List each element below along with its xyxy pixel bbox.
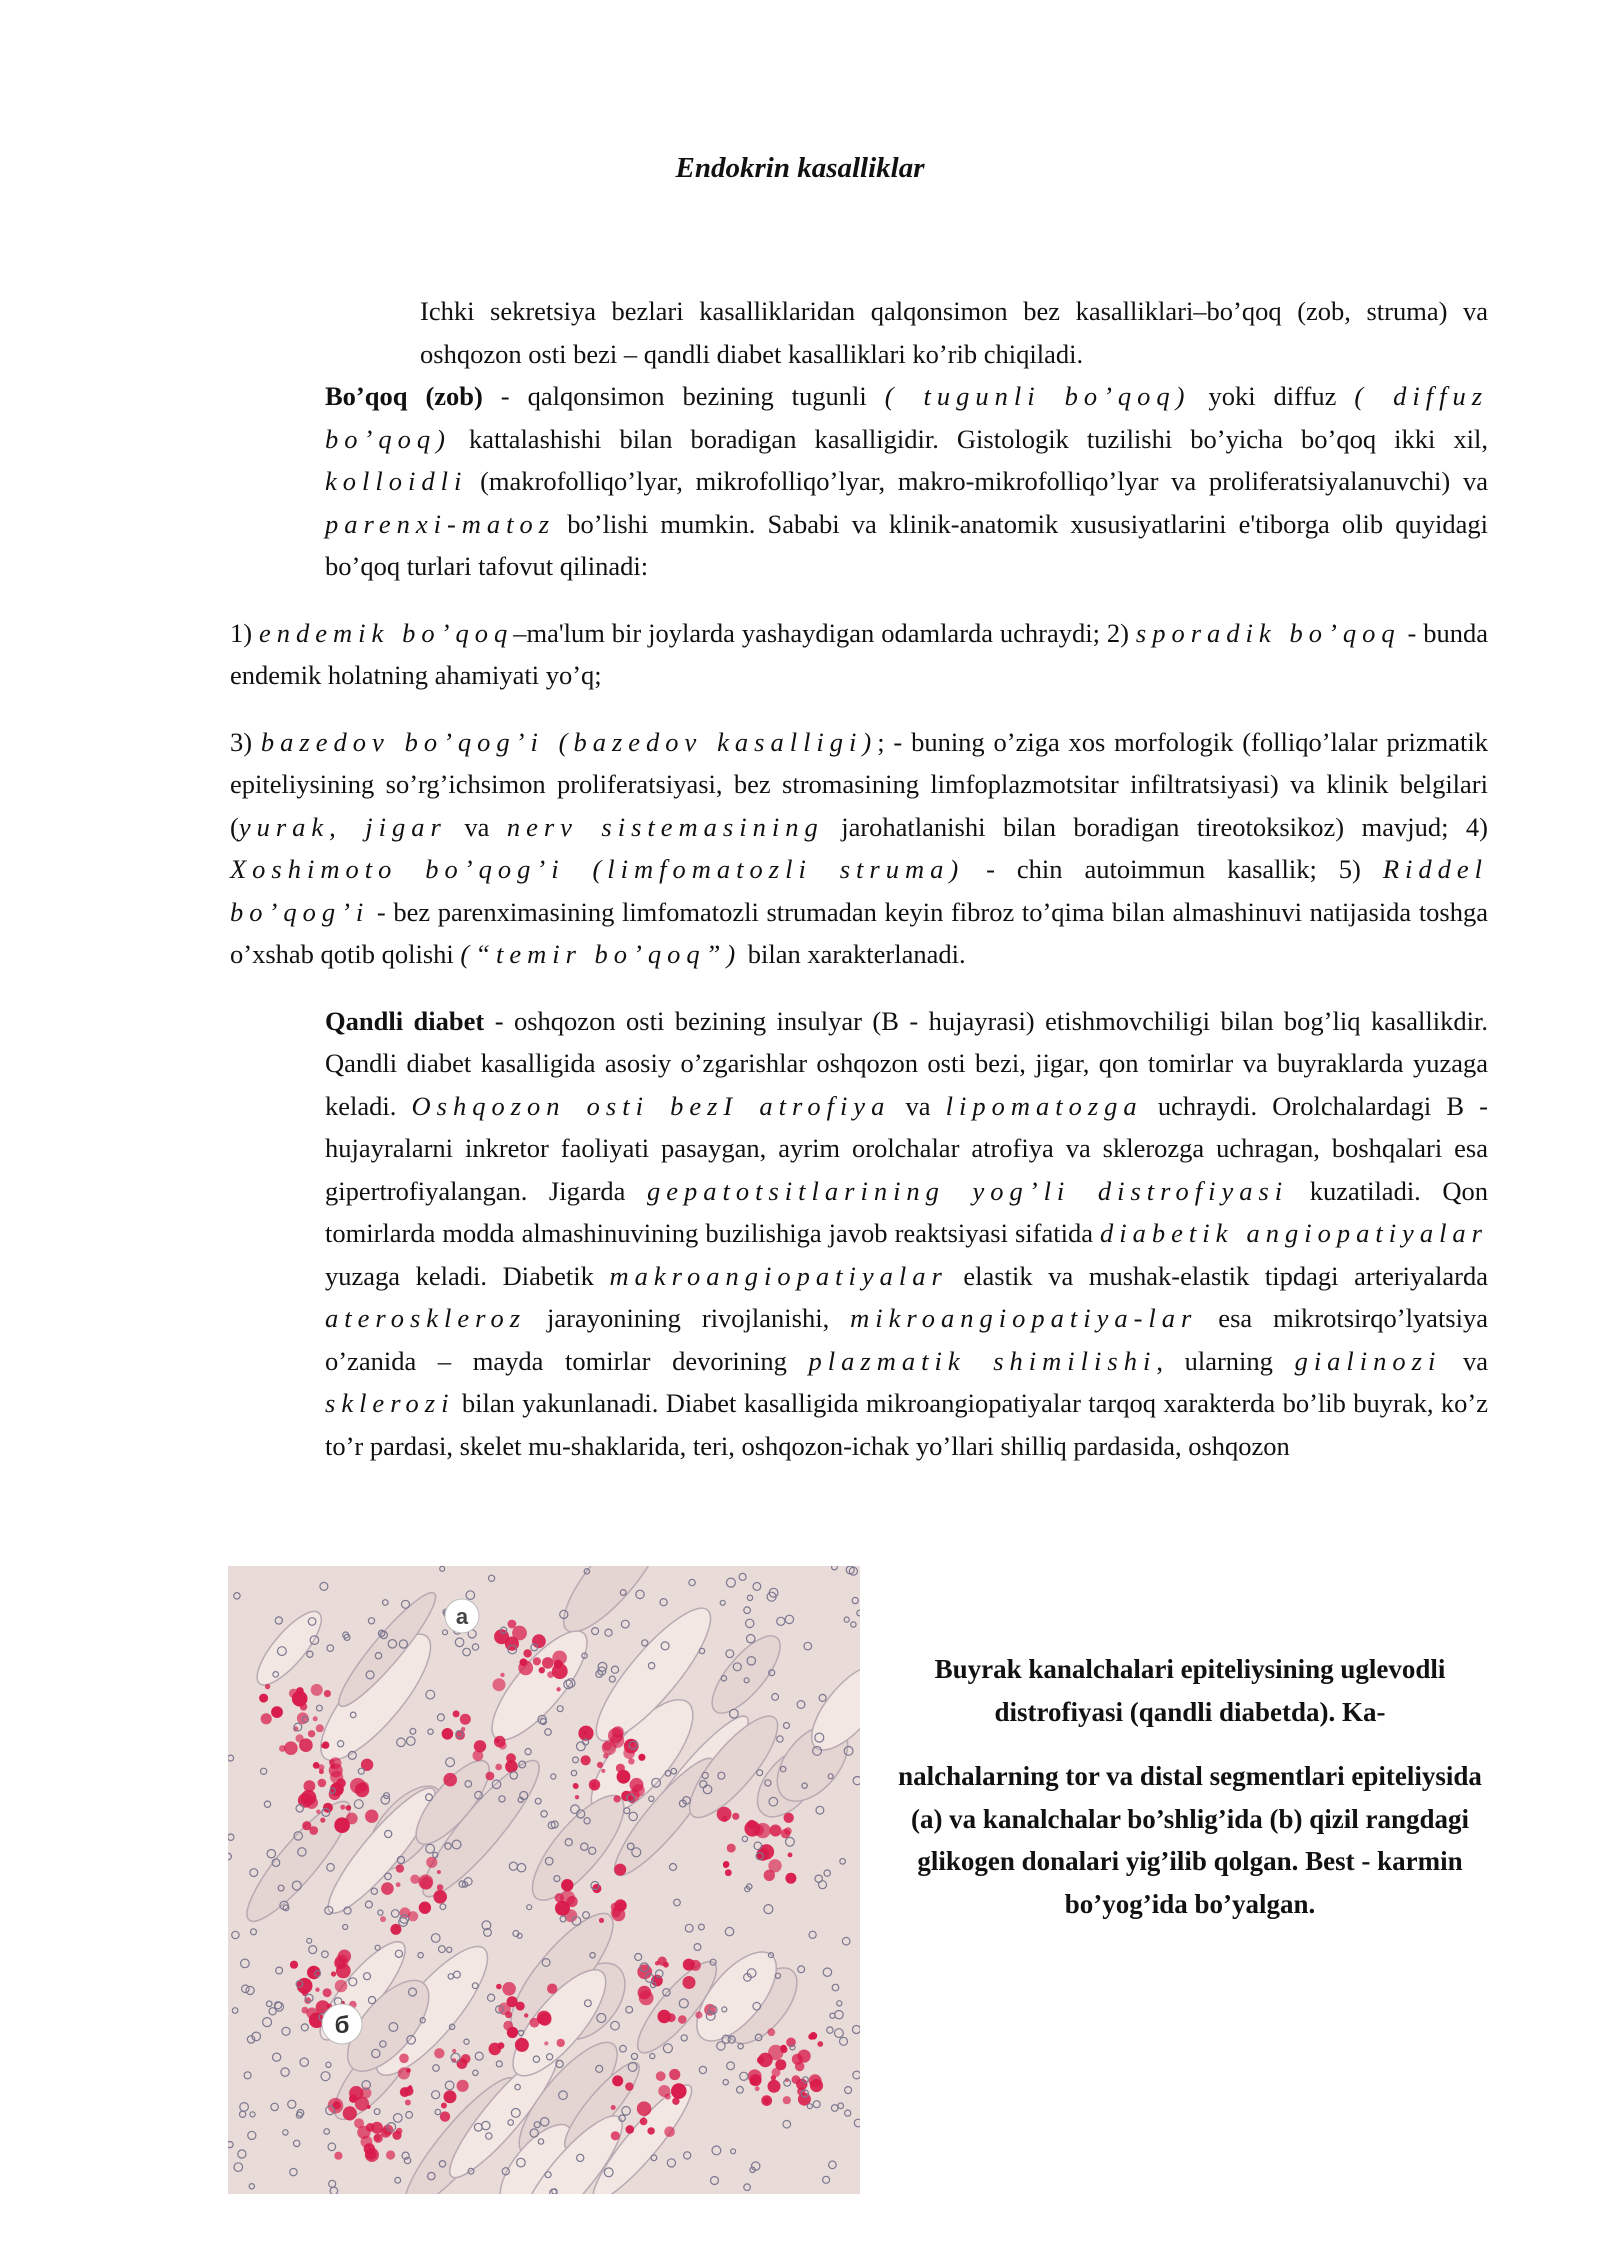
glycogen-granule bbox=[318, 1779, 327, 1788]
glycogen-granule bbox=[557, 2039, 565, 2047]
glycogen-granule bbox=[457, 2058, 468, 2069]
glycogen-granule bbox=[611, 2131, 620, 2140]
glycogen-granule bbox=[279, 1745, 286, 1752]
glycogen-granule bbox=[524, 2013, 528, 2017]
term-mikroangiopatiya: mikroangiopatiya-lar bbox=[850, 1303, 1198, 1333]
text-run: - bez parenximasining limfomatozli strumadan keyin fibroz to’qima bilan almashinuvi natijasida toshga o’xshab qotib qolishi bbox=[230, 896, 1488, 969]
glycogen-granule bbox=[759, 1844, 775, 1860]
glycogen-granule bbox=[817, 2041, 823, 2047]
glycogen-granule bbox=[322, 1741, 329, 1748]
glycogen-granule bbox=[795, 2062, 805, 2072]
glycogen-granule bbox=[505, 1760, 518, 1773]
glycogen-granule bbox=[638, 1986, 652, 2000]
glycogen-granule bbox=[444, 2090, 457, 2103]
glycogen-granule bbox=[340, 1805, 345, 1810]
glycogen-granule bbox=[612, 1908, 625, 1921]
glycogen-granule bbox=[614, 1795, 621, 1802]
glycogen-granule bbox=[672, 2098, 679, 2105]
glycogen-granule bbox=[556, 1687, 560, 1691]
glycogen-granule bbox=[796, 2079, 807, 2090]
text-run: bilan yakunlanadi. Diabet kasalligida mikroangiopatiyalar tarqoq xarakterda bo’lib buyrak, ko’z to’r pardasi, skelet mu-shaklarida, teri, oshqozon-ichak yo’llari shilliq pardasida, oshqozon bbox=[325, 1388, 1488, 1461]
glycogen-granule bbox=[626, 2125, 635, 2134]
glycogen-granule bbox=[695, 2011, 702, 2018]
caption-line-1: Buyrak kanalchalari epiteliysining uglevodli distrofiyasi (qandli diabetda). Ka- bbox=[934, 1654, 1446, 1727]
glycogen-granule bbox=[547, 1671, 554, 1678]
glycogen-granule bbox=[758, 2053, 773, 2068]
glycogen-granule bbox=[500, 1673, 504, 1677]
text-run: ; - buning o’ziga xos morfologik (folliqo’lalar prizmatik epiteliysining so’rg’ichsimon proliferatsiyasi, bez stromasining limfoplazmotsitar infiltratsiyasi) va klinik belgilari ( bbox=[230, 726, 1488, 842]
term-parenximatoz: parenxi-matoz bbox=[325, 508, 556, 539]
glycogen-granule bbox=[611, 2105, 616, 2110]
glycogen-granule bbox=[398, 2067, 410, 2079]
glycogen-granule bbox=[725, 1869, 732, 1876]
glycogen-granule bbox=[320, 1818, 325, 1823]
glycogen-granule bbox=[628, 1758, 634, 1764]
term-plazmatik-shimilish: plazmatik shimilishi bbox=[808, 1345, 1157, 1376]
glycogen-granule bbox=[315, 1988, 319, 1992]
glycogen-granule bbox=[404, 2087, 413, 2096]
text-run: elastik va mushak-elastik tipdagi arteriyalarda bbox=[947, 1260, 1488, 1291]
glycogen-granule bbox=[334, 1957, 346, 1969]
glycogen-granule bbox=[656, 2071, 666, 2081]
glycogen-granule bbox=[359, 1782, 369, 1792]
glycogen-granule bbox=[302, 1821, 311, 1830]
glycogen-granule bbox=[502, 1982, 516, 1996]
term-bazedov: bazedov bo’qog’i (bazedov kasalligi) bbox=[260, 726, 878, 757]
glycogen-granule bbox=[532, 1634, 546, 1648]
glycogen-granule bbox=[768, 2080, 781, 2093]
glycogen-granule bbox=[365, 1810, 378, 1823]
glycogen-granule bbox=[530, 2018, 540, 2028]
text-run: jarohatlanishi bilan boradigan tireotoksikoz) mavjud; 4) bbox=[823, 811, 1489, 842]
diabetes-paragraph bbox=[230, 1000, 1488, 1468]
goiter-types-1 bbox=[230, 612, 1488, 697]
glycogen-granule bbox=[452, 2049, 456, 2053]
term-yurak-jigar: yurak, jigar bbox=[238, 811, 447, 842]
text-run: , ularning bbox=[1156, 1345, 1295, 1376]
glycogen-granule bbox=[637, 2101, 652, 2116]
glycogen-granule bbox=[810, 2032, 818, 2040]
glycogen-granule bbox=[621, 1791, 632, 1802]
glycogen-granule bbox=[381, 1882, 394, 1895]
glycogen-granule bbox=[433, 1890, 447, 1904]
term-nerv-sistemasi: nerv sistemasining bbox=[506, 811, 824, 842]
glycogen-granule bbox=[748, 2069, 762, 2083]
glycogen-granule bbox=[284, 1741, 298, 1755]
glycogen-granule bbox=[304, 1780, 316, 1792]
glycogen-granule bbox=[507, 1996, 518, 2007]
glycogen-granule bbox=[503, 2021, 513, 2031]
glycogen-granule bbox=[732, 1813, 739, 1820]
text-run: - oshqozon osti bezining insulyar (B - hujayrasi) etishmovchiligi bilan bog’liq kasallikdir. Qandli diabet kasalligida asosiy o’zgarishlar oshqozon osti bezi, jigar, qon tomirlar va buyraklarda yuzaga keladi. bbox=[325, 1005, 1488, 1121]
glycogen-granule bbox=[316, 1809, 321, 1814]
intro-paragraph: Ichki sekretsiya bezlari kasalliklaridan qalqonsimon bez kasalliklari–bo’qoq (zob, struma) va oshqozon osti bezi – qandli diabet kasalliklari ko’rib chiqiladi. bbox=[420, 296, 1488, 369]
glycogen-granule bbox=[457, 2080, 469, 2092]
glycogen-granule bbox=[308, 1730, 315, 1737]
text-run: 3) bbox=[230, 726, 261, 757]
glycogen-granule bbox=[591, 1783, 597, 1789]
glycogen-granule bbox=[357, 2126, 370, 2139]
glycogen-granule bbox=[305, 1796, 318, 1809]
glycogen-granule bbox=[265, 1684, 270, 1689]
text-run: yuzaga keladi. Diabetik bbox=[325, 1260, 610, 1291]
glycogen-granule bbox=[440, 2111, 450, 2121]
glycogen-granule bbox=[437, 1884, 444, 1891]
glycogen-granule bbox=[599, 1918, 604, 1923]
glycogen-granule bbox=[768, 1859, 781, 1872]
text-run: va bbox=[446, 811, 507, 842]
glycogen-granule bbox=[663, 1962, 669, 1968]
glycogen-granule bbox=[533, 1657, 541, 1665]
glycogen-granule bbox=[515, 2038, 529, 2052]
glycogen-granule bbox=[329, 1763, 343, 1777]
glycogen-granule bbox=[335, 1980, 348, 1993]
glycogen-granule bbox=[399, 2054, 409, 2064]
diabetes-term: Qandli diabet bbox=[325, 1005, 485, 1036]
glycogen-granule bbox=[323, 1988, 332, 1997]
glycogen-granule bbox=[625, 2082, 633, 2090]
term-riddel: Riddel bo’qog’i bbox=[230, 854, 1488, 927]
glycogen-granule bbox=[396, 2128, 402, 2134]
histology-micrograph bbox=[228, 1566, 860, 2194]
glycogen-granule bbox=[610, 1734, 624, 1748]
glycogen-granule bbox=[547, 1984, 557, 1994]
term-tugunli: ( tugunli bo’qoq) bbox=[884, 381, 1191, 411]
glycogen-granule bbox=[655, 1961, 660, 1966]
glycogen-granule bbox=[597, 1762, 603, 1768]
text-run: (makrofolliqo’lyar, mikrofolliqo’lyar, makro-mikrofolliqo’lyar va proliferatsiyalanuvchi) va bbox=[467, 466, 1488, 496]
glycogen-granule bbox=[366, 2149, 377, 2160]
glycogen-granule bbox=[324, 1690, 331, 1697]
glycogen-granule bbox=[313, 1716, 318, 1721]
glycogen-granule bbox=[420, 1877, 433, 1890]
glycogen-granule bbox=[355, 2097, 369, 2111]
glycogen-granule bbox=[683, 1959, 695, 1971]
term-sporadik: sporadik bo’qoq bbox=[1135, 617, 1401, 648]
glycogen-granule bbox=[784, 1813, 794, 1823]
text-run: yoki diffuz bbox=[1190, 381, 1355, 411]
glycogen-granule bbox=[442, 1728, 454, 1740]
glycogen-granule bbox=[785, 1873, 796, 1884]
glycogen-granule bbox=[798, 2050, 811, 2063]
text-run: –ma'lum bir joylarda yashaydigan odamlarda uchraydi; 2) bbox=[513, 617, 1136, 648]
glycogen-granule bbox=[405, 2100, 411, 2106]
glycogen-granule bbox=[311, 1684, 323, 1696]
glycogen-granule bbox=[299, 1738, 313, 1752]
term-ateroskleroz: ateroskleroz bbox=[325, 1303, 527, 1333]
glycogen-granule bbox=[495, 1738, 500, 1743]
glycogen-granule bbox=[441, 2103, 447, 2109]
glycogen-granule bbox=[717, 1807, 732, 1822]
glycogen-granule bbox=[603, 1753, 608, 1758]
figure-caption bbox=[880, 1648, 1500, 1925]
glycogen-granule bbox=[331, 1971, 336, 1976]
term-kolloidli: kolloidli bbox=[325, 466, 468, 496]
text-run: va bbox=[890, 1090, 946, 1121]
glycogen-granule bbox=[380, 1916, 386, 1922]
glycogen-granule bbox=[334, 1817, 350, 1833]
label-a: a bbox=[455, 1604, 469, 1629]
glycogen-granule bbox=[669, 2069, 680, 2080]
text-run: uchraydi. Orolchalardagi B - hujayralarni inkretor faoliyati pasaygan, ayrim orolchalar atrofiya va sklerozga uchragan, boshqalari esa gipertrofiyalangan. Jigarda bbox=[325, 1090, 1488, 1206]
term-temir-boqoq: (“temir bo’qoq”) bbox=[460, 939, 742, 969]
glycogen-granule bbox=[489, 2043, 502, 2056]
glycogen-granule bbox=[518, 1661, 533, 1676]
glycogen-granule bbox=[292, 1691, 308, 1707]
glycogen-granule bbox=[290, 1961, 298, 1969]
term-gialinoz: gialinozi bbox=[1294, 1345, 1442, 1376]
glycogen-granule bbox=[640, 2118, 648, 2126]
glycogen-granule bbox=[493, 1678, 506, 1691]
glycogen-granule bbox=[755, 1823, 770, 1838]
text-run: - chin autoimmun kasallik; 5) bbox=[964, 854, 1383, 884]
caption-line-2: nalchalarning tor va distal segmentlari epiteliysida (a) va kanalchalar bo’shlig’ida (b) qizil rangdagi glikogen donalari yig’ilib qolgan. Best - karmin bo’yog’ida bo’yalgan. bbox=[898, 1761, 1482, 1919]
glycogen-granule bbox=[552, 1651, 567, 1666]
goiter-paragraph bbox=[230, 375, 1488, 588]
term-skleroz: sklerozi bbox=[325, 1388, 455, 1418]
term-oshqozon-atrofiya: Oshqozon osti bezI atrofiya bbox=[411, 1090, 891, 1121]
glycogen-granule bbox=[770, 1825, 782, 1837]
glycogen-granule bbox=[775, 2059, 786, 2070]
goiter-types-2 bbox=[230, 721, 1488, 976]
glycogen-granule bbox=[374, 2134, 381, 2141]
glycogen-granule bbox=[616, 1764, 625, 1773]
glycogen-granule bbox=[313, 1762, 320, 1769]
glycogen-granule bbox=[408, 1911, 418, 1921]
text-run: - qalqonsimon bezining tugunli bbox=[482, 381, 885, 411]
text-run: va bbox=[1441, 1345, 1488, 1376]
glycogen-granule bbox=[624, 1739, 639, 1754]
glycogen-granule bbox=[664, 2126, 675, 2137]
glycogen-granule bbox=[346, 1805, 352, 1811]
text-run: 1) bbox=[230, 617, 259, 648]
glycogen-granule bbox=[396, 1864, 404, 1872]
glycogen-granule bbox=[727, 1844, 736, 1853]
term-makroangiopatiya: makroangiopatiyalar bbox=[609, 1260, 948, 1291]
text-run: bo’lishi mumkin. Sababi va klinik-anatomik xususiyatlarini e'tiborga olib quyidagi bo’qoq turlari tafovut qilinadi: bbox=[325, 508, 1488, 581]
glycogen-granule bbox=[788, 1853, 793, 1858]
glycogen-granule bbox=[761, 2095, 772, 2106]
document-body bbox=[230, 290, 1488, 1467]
glycogen-granule bbox=[601, 1769, 605, 1773]
glycogen-granule bbox=[419, 1902, 431, 1914]
label-b: б bbox=[334, 2012, 350, 2039]
glycogen-granule bbox=[343, 2106, 357, 2120]
glycogen-granule bbox=[767, 2028, 775, 2036]
glycogen-granule bbox=[495, 1764, 502, 1771]
glycogen-granule bbox=[581, 1755, 591, 1765]
glycogen-granule bbox=[614, 1864, 626, 1876]
glycogen-granule bbox=[508, 1620, 517, 1629]
glycogen-granule bbox=[539, 1667, 545, 1673]
glycogen-granule bbox=[523, 1649, 531, 1657]
term-angiopatiyalar: diabetik angiopatiyalar bbox=[1100, 1218, 1488, 1248]
glycogen-granule bbox=[505, 2011, 512, 2018]
glycogen-granule bbox=[678, 2015, 687, 2024]
text-run: bilan xarakterlanadi. bbox=[741, 939, 966, 969]
glycogen-granule bbox=[561, 1879, 573, 1891]
glycogen-granule bbox=[496, 1984, 502, 1990]
goiter-term: Bo’qoq (zob) bbox=[325, 381, 483, 411]
glycogen-granule bbox=[578, 1726, 593, 1741]
glycogen-granule bbox=[334, 2152, 342, 2160]
glycogen-granule bbox=[810, 2079, 823, 2092]
glycogen-granule bbox=[632, 1784, 645, 1797]
histology-figure bbox=[228, 1566, 860, 2194]
glycogen-granule bbox=[323, 1803, 333, 1813]
glycogen-granule bbox=[573, 1783, 579, 1789]
glycogen-granule bbox=[542, 1657, 554, 1669]
term-xoshimoto: Xoshimoto bo’qog’i (limfomatozli struma) bbox=[230, 854, 965, 884]
glycogen-granule bbox=[499, 1742, 507, 1750]
glycogen-granule bbox=[783, 2096, 791, 2104]
term-endemik: endemik bo’qoq bbox=[258, 617, 514, 648]
page-title: Endokrin kasalliklar bbox=[675, 152, 925, 184]
text-run: jarayonining rivojlanishi, bbox=[526, 1303, 851, 1333]
glycogen-granule bbox=[453, 1710, 460, 1717]
glycogen-granule bbox=[683, 1976, 696, 1989]
glycogen-granule bbox=[665, 2094, 671, 2100]
text-run: kattalashishi bilan boradigan kasalligidir. Gistologik tuzilishi bo’yicha bo’qoq ikki xil, bbox=[450, 423, 1488, 454]
glycogen-granule bbox=[437, 1870, 441, 1874]
glycogen-granule bbox=[486, 1772, 495, 1781]
glycogen-granule bbox=[460, 1714, 471, 1725]
text-run: esa mikrotsirqo’lyatsiya o’zanida – mayda tomirlar devorining bbox=[325, 1303, 1488, 1376]
glycogen-granule bbox=[261, 1713, 272, 1724]
term-lipomatoz: lipomatozga bbox=[945, 1090, 1143, 1121]
term-diffuz: ( diffuz bo’qoq) bbox=[325, 381, 1489, 454]
glycogen-granule bbox=[612, 2075, 623, 2086]
glycogen-granule bbox=[647, 2127, 654, 2134]
text-run: - bunda endemik holatning ahamiyati yo’q; bbox=[230, 617, 1488, 690]
glycogen-granule bbox=[426, 1857, 437, 1868]
text-run: kuzatiladi. Qon tomirlarda modda almashinuvining buzilishiga javob reaktsiyasi sifatida bbox=[325, 1175, 1489, 1248]
term-yogli-distrofiya: gepatotsitlarining yog’li distrofiyasi bbox=[647, 1175, 1289, 1206]
glycogen-granule bbox=[544, 2041, 548, 2045]
glycogen-granule bbox=[271, 1706, 283, 1718]
glycogen-granule bbox=[560, 1891, 575, 1906]
glycogen-granule bbox=[671, 2083, 687, 2099]
glycogen-granule bbox=[638, 1754, 645, 1761]
glycogen-granule bbox=[723, 1861, 730, 1868]
glycogen-granule bbox=[259, 1694, 268, 1703]
glycogen-granule bbox=[386, 2150, 395, 2159]
glycogen-granule bbox=[747, 1820, 756, 1829]
glycogen-granule bbox=[410, 1875, 419, 1884]
glycogen-granule bbox=[575, 1795, 579, 1799]
glycogen-granule bbox=[755, 2086, 760, 2091]
glycogen-granule bbox=[474, 1740, 486, 1752]
glycogen-granule bbox=[658, 2010, 671, 2023]
glycogen-granule bbox=[443, 1773, 457, 1787]
glycogen-granule bbox=[396, 1882, 401, 1887]
glycogen-granule bbox=[434, 2048, 444, 2058]
glycogen-granule bbox=[316, 1724, 324, 1732]
glycogen-granule bbox=[552, 1663, 568, 1679]
glycogen-granule bbox=[781, 2046, 788, 2053]
